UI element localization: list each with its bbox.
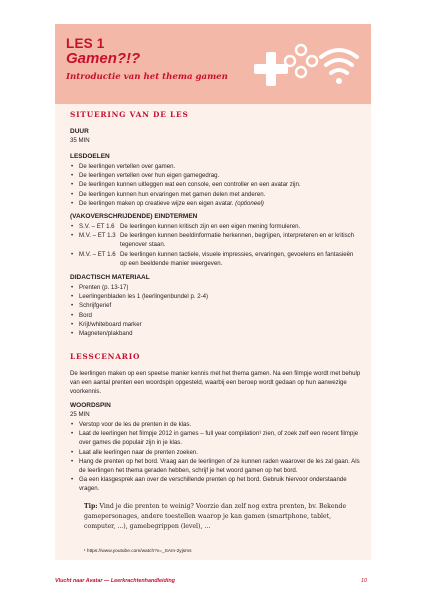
page-number: 10 (361, 578, 367, 584)
list-item: • Ga een klasgesprek aan over de verschillende prenten op het bord. Gebruik hiervoor onderstaande vragen. (70, 475, 362, 493)
list-item: • Krijt/whiteboard marker (70, 320, 208, 329)
footer-title: Vlucht naar Avatar — Leerkrachtenhandleiding (55, 578, 175, 584)
list-item (70, 231, 360, 249)
action-buttons-icon (285, 45, 317, 77)
lesson-header (55, 24, 371, 104)
duur-label: DUUR (70, 128, 89, 135)
lesson-number: LES 1 (66, 36, 105, 51)
tip-label: Tip: (84, 503, 98, 510)
woordspin-label: WOORDSPIN (70, 402, 111, 409)
tip-box (84, 502, 360, 531)
list-item: • Laat alle leerlingen naar de prenten zoeken. (70, 448, 362, 457)
list-item: • De leerlingen kunnen hun ervaringen met gamen delen met anderen. (70, 190, 301, 199)
list-item: • De leerlingen vertellen over hun eigen gamegedrag. (70, 171, 301, 180)
eindterm-text: De leerlingen kunnen kritisch zijn en een eigen mening formuleren. (120, 223, 301, 230)
list-item: • Bord (70, 311, 208, 320)
dpad-icon (254, 52, 288, 86)
eindterm-ref: • M.V. – ET 1.6 (79, 250, 116, 258)
materiaal-label: DIDACTISCH MATERIAAL (70, 274, 150, 281)
optional-note: (optioneel) (235, 199, 264, 207)
list-item (70, 222, 360, 231)
list-item: • Verstop voor de les de prenten in de klas. (70, 420, 362, 429)
list-item: • Prenten (p. 13-17) (70, 283, 208, 292)
list-item: • Leerlingenbladen les 1 (leerlingenbundel p. 2-4) (70, 292, 208, 301)
list-item (70, 250, 360, 268)
eindtermen-label: (VAKOVERSCHRIJDENDE) EINDTERMEN (70, 213, 198, 220)
wifi-icon (321, 50, 357, 84)
lesdoelen-list (70, 162, 301, 208)
eindtermen-list (70, 222, 360, 268)
lesson-subtitle: Introductie van het thema gamen (66, 72, 228, 82)
section-heading-lesscenario: LESSCENARIO (70, 352, 141, 361)
eindterm-text: De leerlingen kunnen tactiele, visuele impressies, ervaringen, gevoelens en fantasieën op een beeldende manier weergeven. (120, 250, 354, 267)
eindterm-ref: • S.V. – ET 1.6 (79, 223, 115, 230)
list-item: • Magneten/plakband (70, 329, 208, 338)
eindterm-ref: • M.V. – ET 1.3 (79, 232, 116, 240)
section-heading-situering: SITUERING VAN DE LES (70, 110, 189, 119)
list-item-text: De leerlingen maken op creatieve wijze een eigen avatar. (79, 199, 234, 207)
game-controller-art (249, 36, 361, 94)
list-item: • Schrijfgerief (70, 301, 208, 310)
woordspin-steps (70, 420, 362, 494)
list-item (70, 199, 301, 208)
lesdoelen-label: LESDOELEN (70, 153, 110, 160)
list-item: • Laat de leerlingen het filmpje 2012 in games – full year compilation¹ zien, of zoek zelf een recent filmpje over games die populair zijn in je klas. (70, 429, 362, 447)
list-item: • Hang de prenten op het bord. Vraag aan de leerlingen of ze kunnen raden waarover de les zal gaan. Als de leerlingen het thema geraden hebben, schrijf je het woord gamen op het bord. (70, 457, 362, 475)
list-item: • De leerlingen kunnen uitleggen wat een console, een controller en een avatar zijn. (70, 180, 301, 189)
list-item: • De leerlingen vertellen over gamen. (70, 162, 301, 171)
tip-text: Vind je die prenten te weinig? Voorzie dan zelf nog extra prenten, bv. Bekende gamepersonages, andere toestellen waarop je kan gamen (smartphone, tablet, computer, ...), gamebegrippen (level), ... (84, 503, 347, 530)
eindterm-text: De leerlingen kunnen beeldinformatie herkennen, begrijpen, interpreteren en er kritisch tegenover staan. (120, 232, 355, 249)
lesson-title: Gamen?!? (66, 50, 141, 67)
lesscenario-intro: De leerlingen maken op een speelse manier kennis met het thema gamen. Na een filmpje wordt met behulp van een aantal prenten een woordspin opgesteld, waarbij een beroep wordt gedaan op hun aanwezige voorkennis. (70, 370, 361, 396)
footnote: ¹ https://www.youtube.com/watch?v=_SAm-2yjsms (84, 549, 192, 554)
woordspin-duur: 25 MIN (70, 411, 90, 418)
duur-value: 35 MIN (70, 137, 90, 144)
materiaal-list (70, 283, 208, 338)
